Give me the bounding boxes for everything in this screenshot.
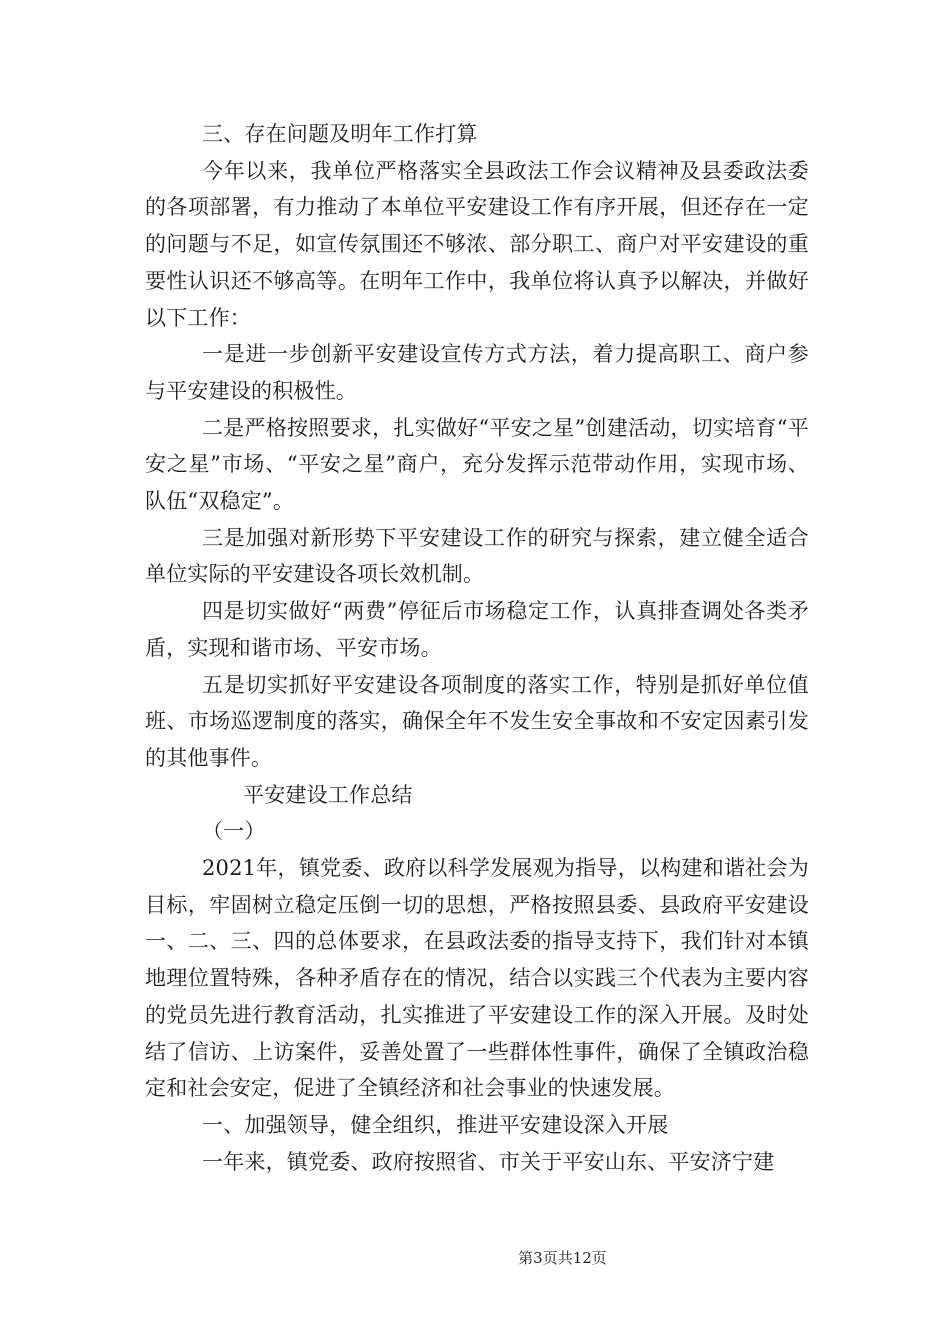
paragraph: 四是切实做好“两费”停征后市场稳定工作，认真排查调处各类矛盾，实现和谐市场、平安市场。 (145, 599, 809, 660)
section-label: （一） (202, 819, 266, 844)
heading-section-one: 一、加强领导，健全组织，推进平安建设深入开展 (202, 1112, 669, 1137)
paragraph: 五是切实抓好平安建设各项制度的落实工作，特别是抓好单位值班、市场巡逻制度的落实，确保全年不发生安全事故和不安定因素引发的其他事件。 (145, 672, 809, 770)
paragraph: 二是严格按照要求，扎实做好“平安之星”创建活动，切实培育“平安之星”市场、“平安之星”商户，充分发挥示范带动作用，实现市场、队伍“双稳定”。 (145, 415, 809, 514)
document-body (145, 116, 809, 1180)
paragraph: 一年来，镇党委、政府按照省、市关于平安山东、平安济宁建 (202, 1149, 775, 1174)
heading-section-three: 三、存在问题及明年工作打算 (202, 122, 478, 146)
section-title: 平安建设工作总结 (243, 782, 413, 807)
paragraph: 2021年，镇党委、政府以科学发展观为指导，以构建和谐社会为目标，牢固树立稳定压倒一切的思想，严格按照县委、县政府平安建设一、二、三、四的总体要求，在县政法委的指导支持下，我们针对本镇地理位置特殊，各种矛盾存在的情况，结合以实践三个代表为主要内容的党员先进行教育活动，扎实推进了平安建设工作的深入开展。及时处结了信访、上访案件，妥善处置了一些群体性事件，确保了全镇政治稳定和社会安定，促进了全镇经济和社会事业的快速发展。 (145, 856, 809, 1101)
paragraph: 今年以来，我单位严格落实全县政法工作会议精神及县委政法委的各项部署，有力推动了本单位平安建设工作有序开展，但还存在一定的问题与不足，如宣传氛围还不够浓、部分职工、商户对平安建设的重要性认识还不够高等。在明年工作中，我单位将认真予以解决，并做好以下工作： (145, 158, 809, 330)
page-number-footer: 第3页共12页 (518, 1249, 607, 1267)
paragraph: 三是加强对新形势下平安建设工作的研究与探索，建立健全适合单位实际的平安建设各项长效机制。 (145, 525, 809, 587)
paragraph: 一是进一步创新平安建设宣传方式方法，着力提高职工、商户参与平安建设的积极性。 (145, 342, 809, 403)
